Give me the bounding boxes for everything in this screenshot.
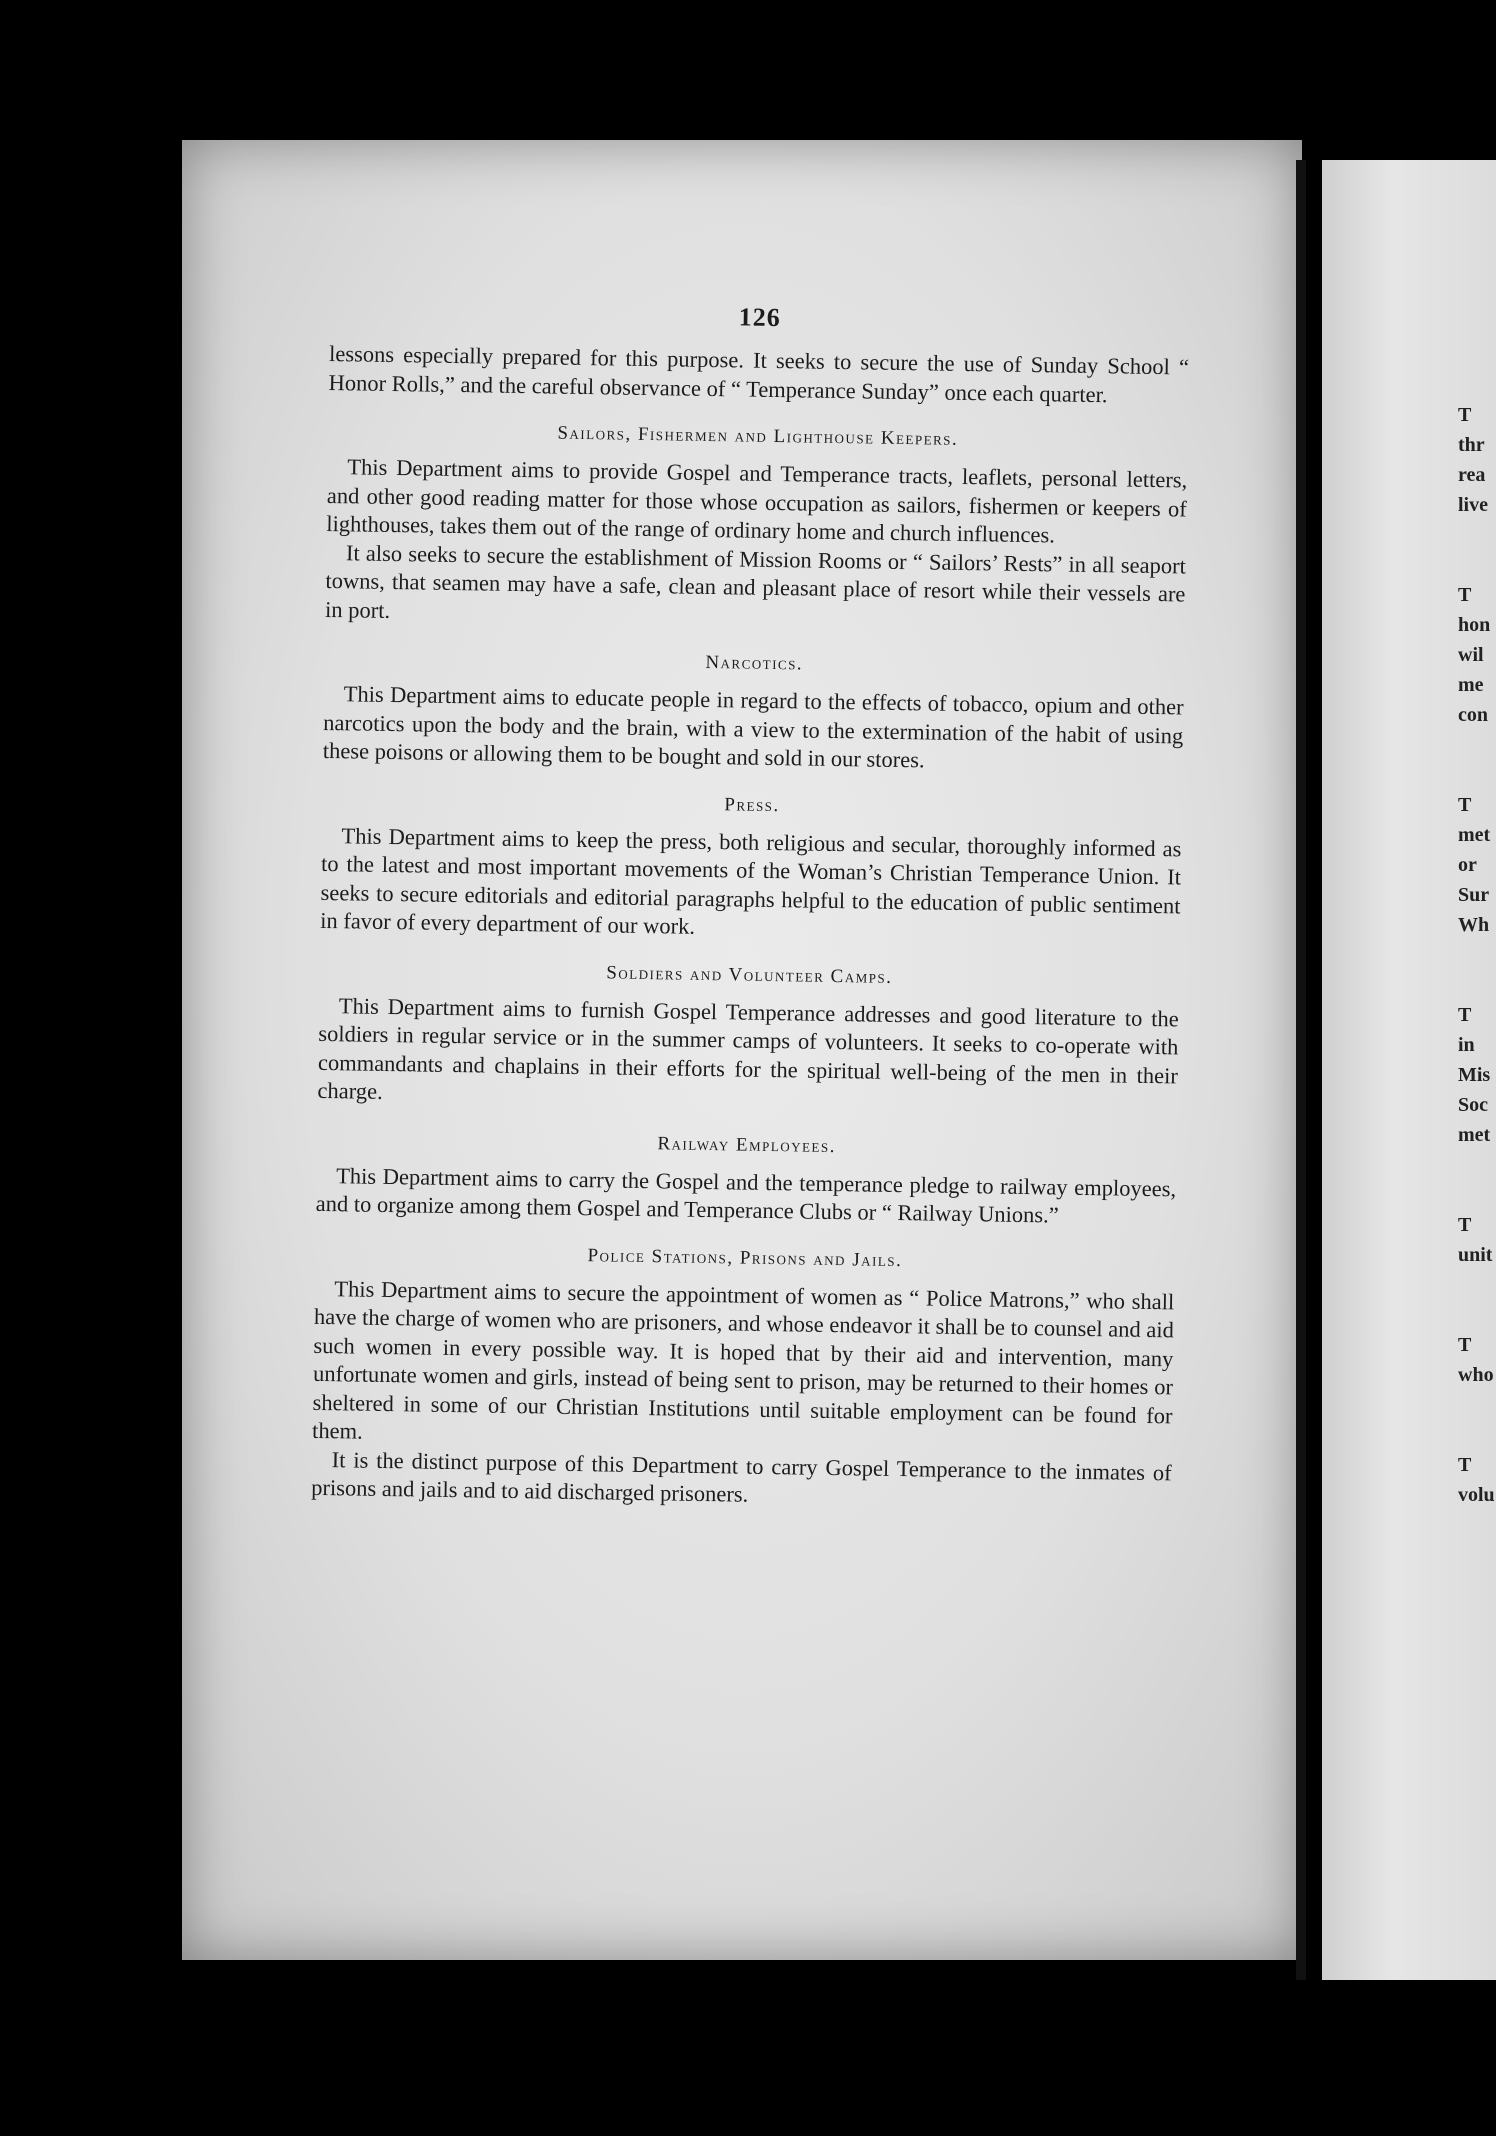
facing-gap xyxy=(1458,520,1496,580)
facing-line-fragment: or xyxy=(1458,854,1477,876)
railway-paragraph: This Department aims to carry the Gospel and the temperance pledge to railway employees, and to organize among them Gospel and Temperance Clubs or “ Railway Unions.” xyxy=(315,1162,1177,1228)
sailors-paragraph-1: This Department aims to provide Gospel and Temperance tracts, leaflets, personal letters, and other good reading matter for those whose occupation as sailors, fishermen or keepers of lighthouses, takes them out of the range of ordinary home and church influences. xyxy=(326,454,1188,548)
facing-line-fragment: T xyxy=(1458,584,1472,606)
facing-line-fragment: T xyxy=(1458,1214,1472,1236)
press-paragraph: This Department aims to keep the press, both religious and secular, thoroughly informed as to the latest and most important movements of the Woman’s Christian Temperance Union. It seeks to secure editorials and editorial paragraphs helpful to the education of public sentiment in favor of every department of our work. xyxy=(319,822,1182,939)
facing-gap xyxy=(1458,730,1496,790)
facing-line-fragment: con xyxy=(1458,704,1488,726)
section-heading-narcotics: Narcotics. xyxy=(705,651,804,675)
facing-gap xyxy=(1458,1270,1496,1330)
intro-paragraph: lessons especially prepared for this purpose. It seeks to secure the use of Sunday School “ Honor Rolls,” and the careful observance of “ Temperance Sunday” once each quarter. xyxy=(328,340,1190,407)
facing-line-fragment: unit xyxy=(1458,1244,1493,1266)
police-paragraph-1: This Department aims to secure the appointment of women as “ Police Matrons,” who shall have the charge of women who are prisoners, and whose endeavor it shall be to counsel and aid such women in every possible way. It is hoped that by their aid and intervention, many unfortunate women and girls, instead of being sent to prison, may be returned to their homes or sheltered in some of our Christian Institutions until suitable employment can be found for them. xyxy=(311,1275,1175,1444)
facing-line-fragment: rea xyxy=(1458,464,1486,486)
page-number: 126 xyxy=(738,302,781,333)
facing-line-fragment: T xyxy=(1458,404,1472,426)
sailors-paragraph-2: It also seeks to secure the establishment of Mission Rooms or “ Sailors’ Rests” in all seaport towns, that seamen may have a safe, clean and pleasant place of resort while their vessels are in port. xyxy=(324,539,1187,623)
section-heading-press: Press. xyxy=(724,793,780,816)
facing-gap xyxy=(1458,1150,1496,1210)
facing-gap xyxy=(1458,940,1496,1000)
facing-line-fragment: T xyxy=(1458,1454,1472,1476)
facing-line-fragment: in xyxy=(1458,1034,1475,1056)
facing-line-fragment: wil xyxy=(1458,644,1484,666)
facing-line-fragment: volu xyxy=(1458,1484,1495,1506)
facing-line-fragment: met xyxy=(1458,1124,1491,1146)
facing-line-fragment: me xyxy=(1458,674,1484,696)
facing-gap xyxy=(1458,1390,1496,1450)
facing-line-fragment: Soc xyxy=(1458,1094,1488,1116)
facing-line-fragment: T xyxy=(1458,1004,1472,1026)
facing-page-text xyxy=(1458,400,1496,1510)
facing-line-fragment: met xyxy=(1458,824,1491,846)
section-heading-railway: Railway Employees. xyxy=(657,1132,837,1157)
facing-line-fragment: Sur xyxy=(1458,884,1490,906)
narcotics-paragraph: This Department aims to educate people in regard to the effects of tobacco, opium and other narcotics upon the body and the brain, with a view to the extermination of the habit of using these poisons or allowing them to be bought and sold in our stores. xyxy=(322,681,1184,773)
facing-line-fragment: Wh xyxy=(1458,914,1490,936)
page-text xyxy=(311,296,1190,1516)
facing-line-fragment: Mis xyxy=(1458,1064,1491,1086)
police-paragraph-2: It is the distinct purpose of this Department to carry Gospel Temperance to the inmates of prisons and jails and to aid discharged prisoners. xyxy=(311,1446,1172,1507)
facing-line-fragment: live xyxy=(1458,494,1488,516)
soldiers-paragraph: This Department aims to furnish Gospel Temperance addresses and good literature to the soldiers in regular service or in the summer camps of volunteers. It seeks to co-operate with commandants and chaplains in their efforts for the spiritual well-being of the men in their charge. xyxy=(317,992,1179,1104)
facing-line-fragment: T xyxy=(1458,1334,1472,1356)
facing-line-fragment: T xyxy=(1458,794,1472,816)
page-gutter xyxy=(1296,160,1306,1980)
section-heading-soldiers: Soldiers and Volunteer Camps. xyxy=(606,961,893,988)
section-heading-police: Police Stations, Prisons and Jails. xyxy=(587,1244,903,1271)
facing-line-fragment: who xyxy=(1458,1364,1494,1386)
facing-line-fragment: hon xyxy=(1458,614,1491,636)
facing-line-fragment: thr xyxy=(1458,434,1485,456)
section-heading-sailors: Sailors, Fishermen and Lighthouse Keepers. xyxy=(557,422,959,450)
